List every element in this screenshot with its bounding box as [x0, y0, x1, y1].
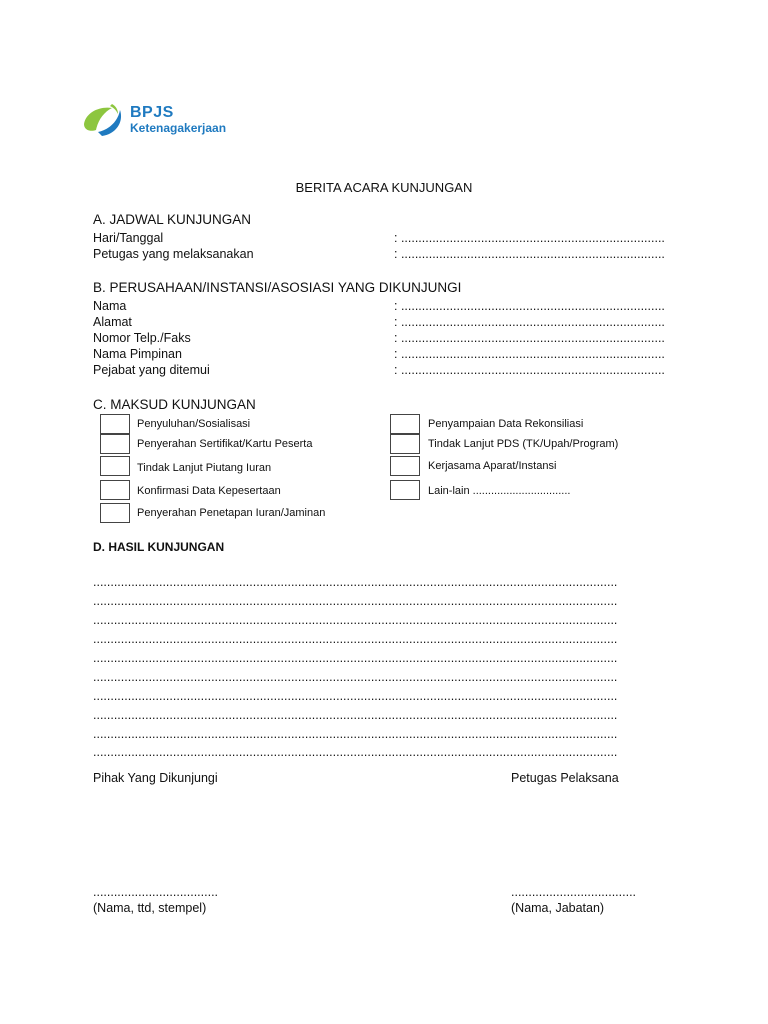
- field-label-pejabat: Pejabat yang ditemui: [93, 363, 210, 377]
- result-line[interactable]: .......................................................................................................................................................: [93, 689, 618, 703]
- field-label-alamat: Alamat: [93, 315, 132, 329]
- field-value-pimpinan[interactable]: : ............................................................................: [394, 347, 665, 361]
- result-line[interactable]: .......................................................................................................................................................: [93, 727, 618, 741]
- field-value-alamat[interactable]: : ............................................................................: [394, 315, 665, 329]
- result-line[interactable]: .......................................................................................................................................................: [93, 651, 618, 665]
- field-label-hari-tanggal: Hari/Tanggal: [93, 231, 164, 245]
- signature-left-caption: (Nama, ttd, stempel): [93, 901, 207, 915]
- field-value-petugas[interactable]: : ............................................................................: [394, 247, 665, 261]
- checkbox-penyampaian-data[interactable]: [390, 414, 420, 434]
- document-title: BERITA ACARA KUNJUNGAN: [295, 180, 473, 195]
- signature-right-caption: (Nama, Jabatan): [511, 901, 605, 915]
- logo-subtitle: Ketenagakerjaan: [130, 121, 227, 135]
- section-c-heading: C. MAKSUD KUNJUNGAN: [93, 397, 256, 412]
- result-line[interactable]: .......................................................................................................................................................: [93, 632, 618, 646]
- signature-left-title: Pihak Yang Dikunjungi: [93, 771, 218, 785]
- logo-title: BPJS: [130, 104, 174, 121]
- field-label-pimpinan: Nama Pimpinan: [93, 347, 182, 361]
- signature-left-line[interactable]: ....................................: [93, 885, 219, 899]
- field-label-nama: Nama: [93, 299, 127, 313]
- section-b-heading: B. PERUSAHAAN/INSTANSI/ASOSIASI YANG DIKUNJUNGI: [93, 280, 462, 295]
- option-label-penyampaian-data: Penyampaian Data Rekonsiliasi: [428, 418, 584, 430]
- option-label-penyuluhan: Penyuluhan/Sosialisasi: [137, 418, 251, 430]
- field-value-pejabat[interactable]: : ............................................................................: [394, 363, 665, 377]
- checkbox-penyerahan-sertifikat[interactable]: [100, 434, 130, 454]
- result-line[interactable]: .......................................................................................................................................................: [93, 708, 618, 722]
- signature-right-title: Petugas Pelaksana: [511, 771, 619, 785]
- option-label-tindak-lanjut-piutang: Tindak Lanjut Piutang Iuran: [137, 462, 272, 474]
- option-label-tindak-lanjut-pds: Tindak Lanjut PDS (TK/Upah/Program): [428, 438, 619, 450]
- bpjs-logo: [82, 100, 262, 140]
- result-line[interactable]: .......................................................................................................................................................: [93, 613, 618, 627]
- option-label-konfirmasi-data: Konfirmasi Data Kepesertaan: [137, 485, 281, 497]
- field-value-hari-tanggal[interactable]: : ............................................................................: [394, 231, 665, 245]
- checkbox-konfirmasi-data[interactable]: [100, 480, 130, 500]
- option-label-kerjasama: Kerjasama Aparat/Instansi: [428, 460, 557, 472]
- result-line[interactable]: .......................................................................................................................................................: [93, 575, 618, 589]
- result-line[interactable]: .......................................................................................................................................................: [93, 594, 618, 608]
- result-line[interactable]: .......................................................................................................................................................: [93, 745, 618, 759]
- option-label-lain-lain: Lain-lain ................................: [428, 485, 571, 497]
- field-label-petugas: Petugas yang melaksanakan: [93, 247, 254, 261]
- checkbox-tindak-lanjut-piutang[interactable]: [100, 456, 130, 476]
- field-value-telp[interactable]: : ............................................................................: [394, 331, 665, 345]
- signature-right-line[interactable]: ....................................: [511, 885, 637, 899]
- section-a-heading: A. JADWAL KUNJUNGAN: [93, 212, 252, 227]
- checkbox-penyerahan-penetapan[interactable]: [100, 503, 130, 523]
- section-d-heading: D. HASIL KUNJUNGAN: [93, 540, 225, 554]
- field-value-nama[interactable]: : ............................................................................: [394, 299, 665, 313]
- field-label-telp: Nomor Telp./Faks: [93, 331, 191, 345]
- checkbox-lain-lain[interactable]: [390, 480, 420, 500]
- result-line[interactable]: .......................................................................................................................................................: [93, 670, 618, 684]
- checkbox-kerjasama[interactable]: [390, 456, 420, 476]
- option-label-penyerahan-sertifikat: Penyerahan Sertifikat/Kartu Peserta: [137, 438, 313, 450]
- checkbox-tindak-lanjut-pds[interactable]: [390, 434, 420, 454]
- bpjs-logo-icon: [82, 100, 130, 140]
- option-label-penyerahan-penetapan: Penyerahan Penetapan Iuran/Jaminan: [137, 507, 326, 519]
- checkbox-penyuluhan[interactable]: [100, 414, 130, 434]
